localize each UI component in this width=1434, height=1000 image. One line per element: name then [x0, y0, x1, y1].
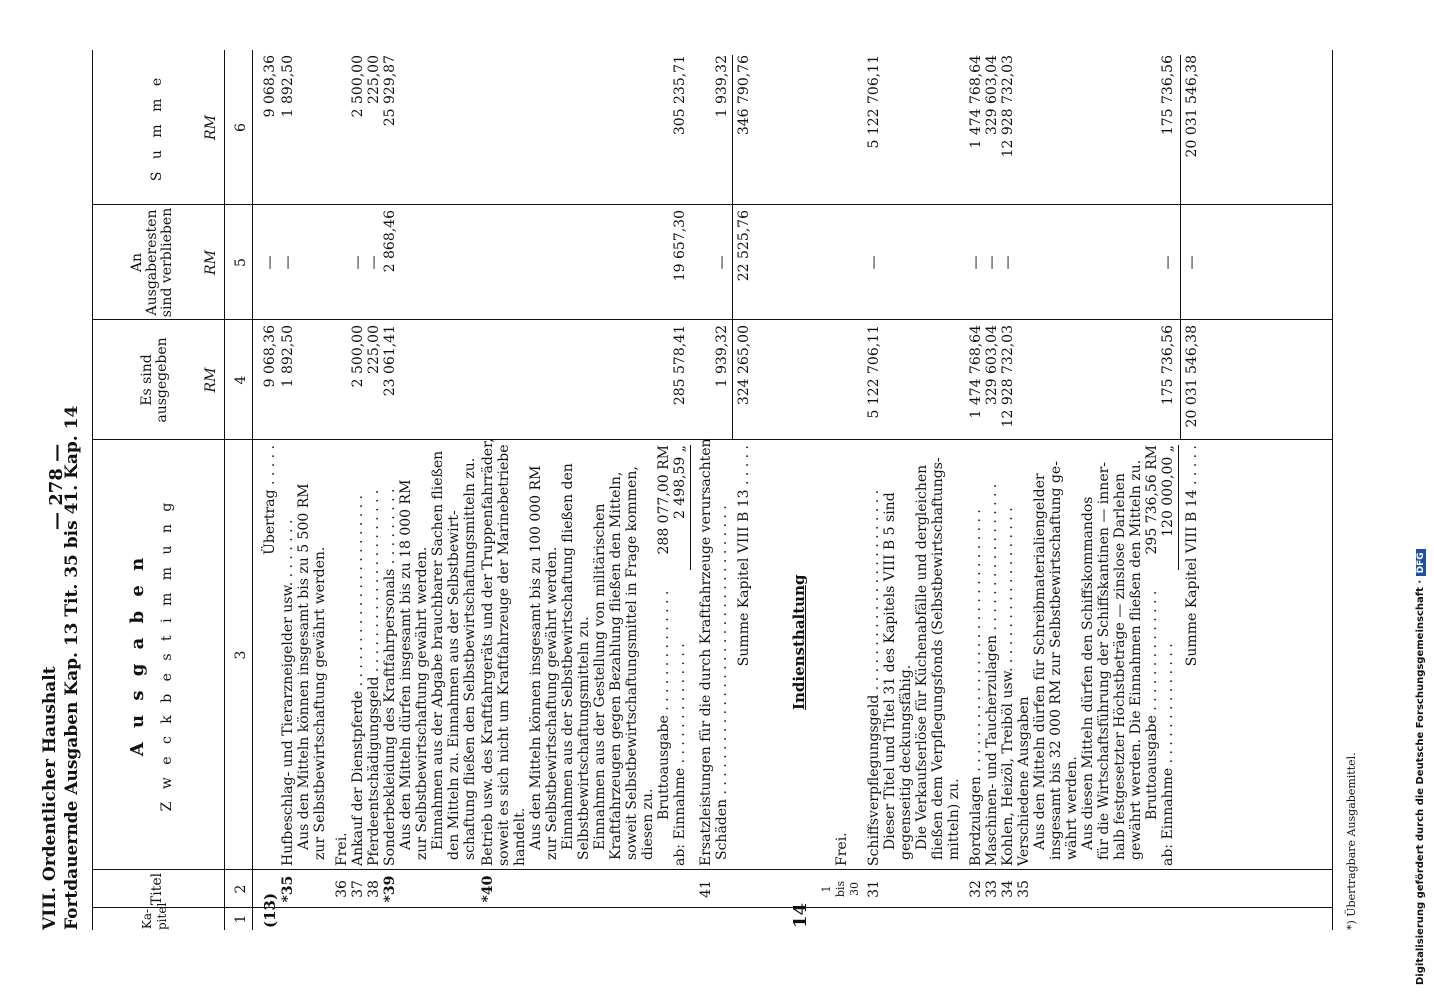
titel-33: 33	[984, 880, 1000, 898]
uebertrag-col5: —	[262, 255, 278, 270]
sum13-label: Summe Kapitel VIII B 13 . . . . .	[736, 445, 752, 667]
sum13-rule	[732, 55, 733, 440]
titel-41: 41	[698, 880, 714, 898]
titel-40-line-4: Aus den Mitteln können insgesamt bis zu 100 000 RM	[528, 465, 544, 850]
titel-33-col6: 329 603,04	[984, 55, 1000, 136]
titel-35-text: Hufbeschlag- und Tierarzneigelder usw. . . . . . . .	[280, 519, 296, 866]
titel-39-line-5: schaftung fließen den Selbstbewirtschaftungsmitteln zu.	[462, 457, 478, 860]
header-reste: An Ausgaberesten sind verblieben	[129, 207, 175, 318]
titel-33-col5: —	[984, 255, 1000, 270]
titel-40-col4: 285 578,41	[672, 325, 688, 406]
titel-40-line-6: Einnahmen aus der Selbstbewirtschaftung fließen den	[560, 463, 576, 850]
titel-34-col4: 12 928 732,03	[1000, 325, 1016, 428]
page-number: — 278 —	[46, 443, 67, 530]
titel-34: 34	[1000, 880, 1016, 898]
titel-35b-line-2: insgesamt bis 32 000 RM zur Selbstbewirtschaftung ge-	[1048, 461, 1064, 860]
titel-39-col5: 2 868,46	[382, 210, 398, 273]
titel-35-note-1: Aus den Mitteln können insgesamt bis zu 5 500 RM	[296, 483, 312, 850]
titel-34-col6: 12 928 732,03	[1000, 55, 1016, 158]
indiensthaltung-heading: Indiensthaltung	[790, 574, 808, 710]
titel-35b-line-7: gewährt werden. Die Einnahmen fließen den Mitteln zu.	[1128, 459, 1144, 860]
colnum-4: 4	[233, 375, 249, 385]
titel-41-line-1: Ersatzleistungen für die durch Kraftfahrzeuge verursachten	[698, 438, 714, 866]
titel-31-line-5: mitteln) zu.	[946, 778, 962, 860]
titel-38-text: Pferdeentschädigungsgeld . . . . . . . . . . . . . . . . . . . . .	[366, 489, 382, 866]
titel-35-col6: 1 892,50	[280, 55, 296, 118]
sum14-col6: 20 031 546,38	[1184, 55, 1200, 158]
sum13-col4: 324 265,00	[736, 325, 752, 406]
titel-40-line-3: handelt.	[512, 807, 528, 866]
titel-40-line-9: Kraftfahrzeugen gegen Bezahlung fließen den Mitteln,	[608, 471, 624, 860]
titel-41-col5: —	[714, 255, 730, 270]
table-colnum-rule	[252, 50, 253, 930]
titel-35b-text: Verschiedene Ausgaben	[1016, 696, 1032, 866]
header-zweck: Z w e c k b e s t i m m u n g	[159, 498, 175, 812]
sum14-col5: —	[1184, 255, 1200, 270]
titel-40-brutto: 288 077,00 RM	[656, 445, 672, 555]
table-top-rule	[92, 50, 93, 930]
titel-40-line-1: Betrieb usw. des Kraftfahrgeräts und der Truppenfahrräder,	[480, 438, 496, 866]
titel-31-col4: 5 122 706,11	[866, 325, 882, 419]
titel-35b-subtotal-rule	[1178, 445, 1179, 570]
titel-33-text: Maschinen- und Taucherzulagen . . . . . . . . . . . . . . . . .	[984, 483, 1000, 866]
dfg-credit-text: Digitalisierung gefördert durch die Deutsche Forschungsgemeinschaft ·	[1415, 579, 1426, 985]
titel-31-text: Schiffsverpflegungsgeld . . . . . . . . . . . . . . . . . . . . . . .	[866, 489, 882, 866]
header-summe: S u m m e	[149, 73, 165, 182]
titel-35b-line-6: halb festgesetzter Höchstbeträge — zinslose Darlehen	[1112, 473, 1128, 860]
dfg-logo: DFG	[1416, 549, 1426, 576]
titel-32-col6: 1 474 768,64	[968, 55, 984, 149]
sum14-col4: 20 031 546,38	[1184, 325, 1200, 428]
titel-34-col5: —	[1000, 255, 1016, 270]
col-divider-4	[92, 319, 1332, 320]
titel-39-line-1: Aus den Mitteln dürfen insgesamt bis zu 18 000 RM	[398, 479, 414, 850]
titel-40-col6: 305 235,71	[672, 55, 688, 136]
titel-30: 30	[848, 882, 861, 896]
titel-35: *35	[280, 875, 296, 903]
titel-31: 31	[866, 880, 882, 898]
colnum-6: 6	[233, 123, 249, 132]
titel-32-col5: —	[968, 255, 984, 270]
titel-38-col4: 225,00	[366, 325, 382, 374]
titel-40-line-11: diesen zu.	[640, 788, 656, 860]
titel-37-col4: 2 500,00	[350, 325, 366, 388]
titel-31-line-4: fließen dem Verpflegungsfonds (Selbstbewirtschaftungs-	[930, 457, 946, 860]
titel-39-col6: 25 929,87	[382, 55, 398, 127]
sum13-col6: 346 790,76	[736, 55, 752, 136]
titel-41-col6: 1 939,32	[714, 55, 730, 118]
titel-35b-col4: 175 736,56	[1160, 325, 1176, 406]
sum14-rule	[1180, 55, 1181, 440]
titel-31-line-3: Die Verkaufserlöse für Küchenabfälle und dergleichen	[914, 464, 930, 850]
page-subtitle: Fortdauernde Ausgaben Kap. 13 Tit. 35 bis 41. Kap. 14	[62, 405, 82, 930]
titel-31-line-2: gegenseitig deckungsfähig.	[898, 664, 914, 860]
titel-35b-einnahme-label: ab: Einnahme . . . . . . . . . . . . . .	[1160, 643, 1176, 866]
titel-37-col6: 2 500,00	[350, 55, 366, 118]
titel-1-30-text: Frei.	[834, 832, 850, 866]
titel-38-col6: 225,00	[366, 55, 382, 104]
uebertrag-col4: 9 068,36	[262, 325, 278, 388]
header-ausgegeben: Es sind ausgegeben	[139, 337, 170, 423]
titel-37-text: Ankauf der Dienstpferde . . . . . . . . . . . . . . . . . . . . . .	[350, 495, 366, 866]
titel-36: 36	[334, 880, 350, 898]
table-header-rule	[224, 50, 225, 930]
titel-35b-einnahme: 120 000,00 „	[1160, 445, 1176, 537]
titel-32-col4: 1 474 768,64	[968, 325, 984, 419]
unit-col5: RM	[203, 250, 219, 275]
header-titel: Titel	[149, 872, 165, 906]
titel-39-col4: 23 061,41	[382, 325, 398, 397]
titel-39-text: Sonderbekleidung des Kraftfahrpersonals . . . . . . . . .	[382, 488, 398, 866]
titel-40-line-5: zur Selbstbewirtschaftung gewährt werden.	[544, 546, 560, 860]
titel-35b-brutto: 295 736,56 RM	[1144, 445, 1160, 555]
titel-40-col5: 19 657,30	[672, 210, 688, 282]
unit-col6: RM	[203, 115, 219, 140]
titel-34-text: Kohlen, Heizöl, Treiböl usw. . . . . . . . . . . . . . . . . . .	[1000, 507, 1016, 866]
titel-37: 37	[350, 880, 366, 898]
titel-35b-line-5: für die Wirtschaftsführung der Schiffskantinen — inner-	[1096, 461, 1112, 860]
titel-40-subtotal-rule	[690, 445, 691, 570]
titel-39-line-2: zur Selbstbewirtschaftung gewährt werden.	[414, 546, 430, 860]
titel-36-text: Frei.	[334, 832, 350, 866]
colnum-5: 5	[233, 258, 249, 267]
titel-41-col4: 1 939,32	[714, 325, 730, 388]
titel-40-einnahme: 2 498,59 „	[672, 445, 688, 520]
chapter-title: VIII. Ordentlicher Haushalt	[40, 666, 60, 930]
titel-32: 32	[968, 880, 984, 898]
titel-40-line-7: Selbstbewirtschaftungsmitteln zu.	[576, 616, 592, 860]
titel-bis: bis	[834, 880, 847, 898]
uebertrag-label: Übertrag . . . . .	[262, 445, 278, 555]
titel-35b: 35	[1016, 880, 1032, 898]
footnote: *) Übertragbare Ausgabemittel.	[1345, 752, 1358, 930]
titel-33-col4: 329 603,04	[984, 325, 1000, 406]
sum14-label: Summe Kapitel VIII B 14 . . . . .	[1184, 445, 1200, 667]
uebertrag-col6: 9 068,36	[262, 55, 278, 118]
titel-31-col6: 5 122 706,11	[866, 55, 882, 149]
titel-40: *40	[480, 875, 496, 903]
titel-39-line-3: Einnahmen aus der Abgabe brauchbarer Sachen fließen	[430, 450, 446, 850]
titel-38: 38	[366, 880, 382, 898]
titel-39-line-4: den Mitteln zu. Einnahmen aus der Selbstbewirt-	[446, 510, 462, 860]
dfg-credit	[1415, 549, 1426, 985]
titel-1: 1	[820, 885, 833, 893]
titel-31-line-1: Dieser Titel und Titel 31 des Kapitels VIII B 5 sind	[882, 492, 898, 850]
titel-35-col5: —	[280, 255, 296, 270]
kapitel-14: 14	[790, 902, 811, 928]
titel-35b-col5: —	[1160, 255, 1176, 270]
titel-37-col5: —	[350, 255, 366, 270]
titel-35-note-2: zur Selbstbewirtschaftung gewährt werden.	[312, 546, 328, 860]
titel-35b-line-4: Aus diesen Mitteln dürfen den Schiffskommandos	[1080, 496, 1096, 850]
colnum-3: 3	[233, 650, 249, 660]
titel-40-brutto-label: Bruttoausgabe . . . . . . . . . . . . . .	[656, 590, 672, 820]
titel-40-line-2: soweit es sich nicht um Kraftfahrzeuge der Marinebetriebe	[496, 444, 512, 866]
titel-40-line-8: Einnahmen aus der Gestellung von militärischen	[592, 503, 608, 850]
colnum-2: 2	[233, 884, 249, 894]
titel-35b-col6: 175 736,56	[1160, 55, 1176, 136]
unit-col4: RM	[203, 367, 219, 393]
titel-35-col4: 1 892,50	[280, 325, 296, 388]
header-ausgaben: A u s g a b e n	[127, 553, 148, 757]
titel-35b-line-3: währt werden.	[1064, 756, 1080, 860]
header-kapitel: Ka- pitel	[140, 902, 169, 930]
titel-40-line-10: soweit Selbstbewirtschaftungsmittel in Frage kommen,	[624, 466, 640, 860]
kapitel-13: (13)	[261, 892, 279, 928]
titel-32-text: Bordzulagen . . . . . . . . . . . . . . . . . . . . . . . . . . . . . .	[968, 509, 984, 866]
titel-41-line-2: Schäden . . . . . . . . . . . . . . . . . . . . . . . . . . . . . . . . .	[714, 505, 730, 860]
titel-40-einnahme-label: ab: Einnahme . . . . . . . . . . . . . .	[672, 643, 688, 866]
sum13-col5: 22 525,76	[736, 210, 752, 282]
col-divider-5	[92, 204, 1332, 205]
titel-35b-line-1: Aus den Mitteln dürfen für Schreibmaterialiengelder	[1032, 473, 1048, 850]
colnum-1: 1	[233, 914, 249, 924]
titel-31-col5: —	[866, 255, 882, 270]
table-bottom-rule	[1332, 50, 1333, 930]
titel-39: *39	[382, 875, 398, 903]
titel-38-col5: —	[366, 255, 382, 270]
titel-35b-brutto-label: Bruttoausgabe . . . . . . . . . . . . . .	[1144, 590, 1160, 820]
